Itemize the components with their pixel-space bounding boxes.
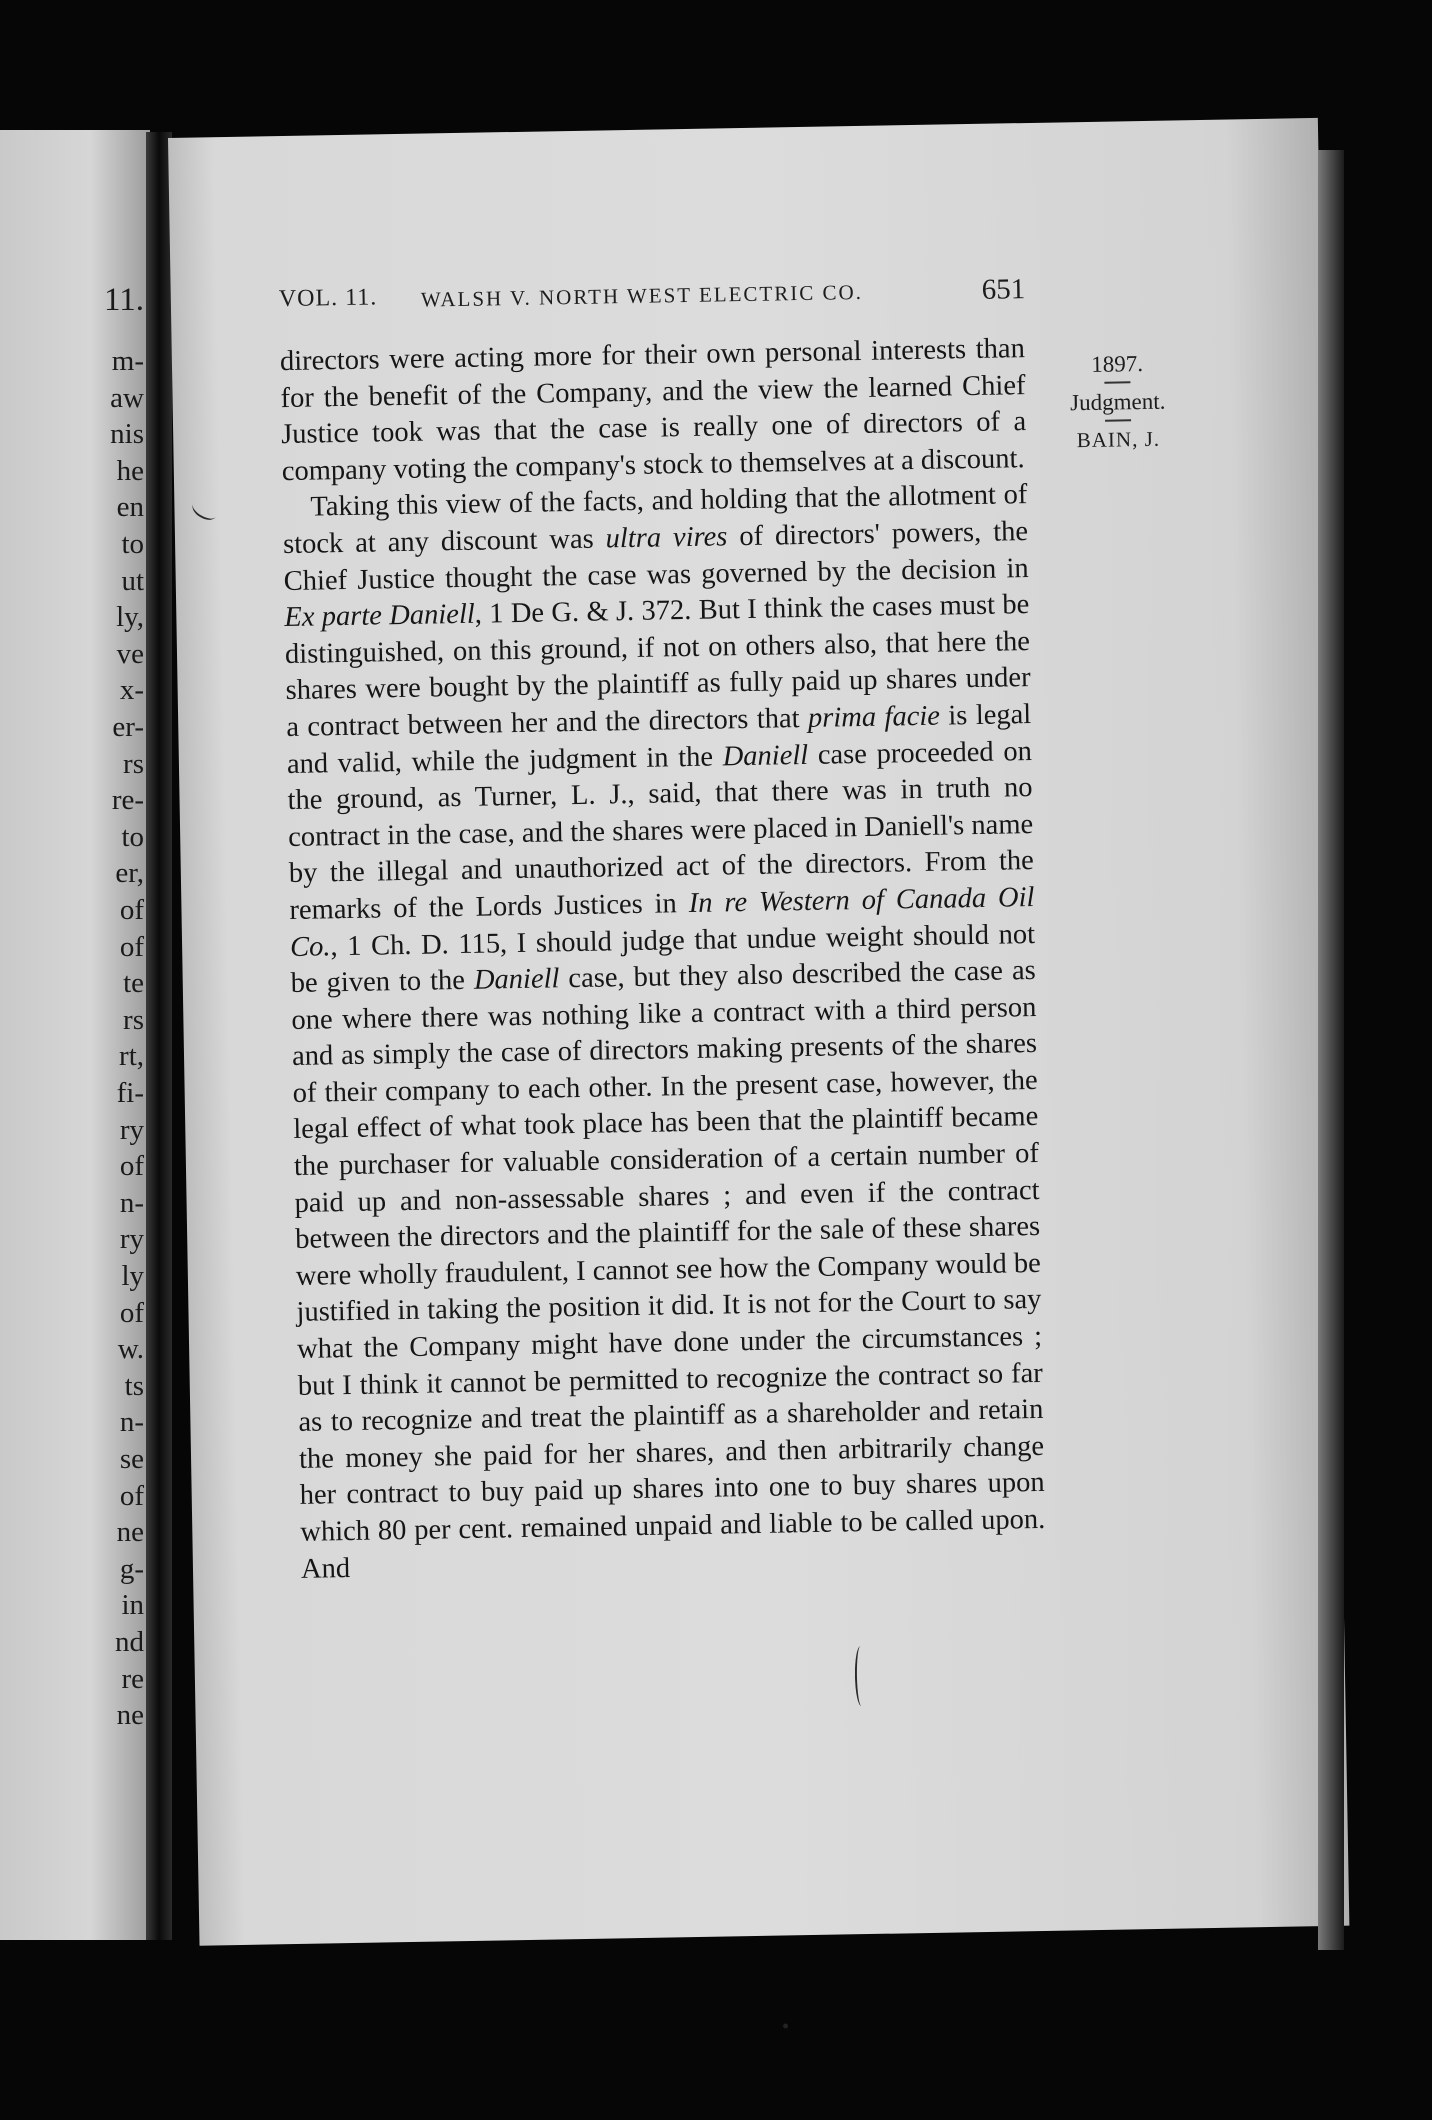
previous-page-line-fragment: aw <box>110 381 144 414</box>
previous-page-line-fragment: of <box>119 894 144 926</box>
previous-page-line-fragment: of <box>119 1296 144 1329</box>
previous-page-line-fragment: w. <box>117 1333 144 1366</box>
case-citation: Daniell <box>473 963 560 996</box>
previous-page-number-fragment: 11. <box>103 282 144 318</box>
previous-page-line-fragment: n- <box>119 1406 144 1439</box>
previous-page-line-fragment: n- <box>119 1186 144 1219</box>
previous-page-line-fragment: fi- <box>116 1077 144 1109</box>
book-gutter <box>146 132 172 1940</box>
previous-page-line-fragment: ne <box>116 1699 144 1732</box>
margin-judge: BAIN, J. <box>1076 426 1161 453</box>
body-text <box>280 331 1047 1588</box>
text-run: Taking this view of the facts, and holding that the allotment of stock at any discount was <box>282 479 1028 561</box>
previous-page-line-fragment: rs <box>123 747 144 780</box>
running-title: WALSH V. NORTH WEST ELECTRIC CO. <box>420 279 864 312</box>
scan-mark <box>189 497 219 524</box>
text-run: case, but they also described the case as one where there was nothing like a contract with a third person and as simply the case of directors making presents of the shares of their company to each other. In the present case, however, the legal effect of what took place has been that the plaintiff became the purchaser for valuable consideration of a certain number of paid up and non-assessable shares ; and even if the contract between the directors and the plaintiff for the sale of these shares were wholly fraudulent, I cannot see how the Company would be justified in taking the position it did. It is not for the Court to say what the Company might have done under the circumstances ; but I think it cannot be permitted to recognize the contract so far as to recognize and treat the plaintiff as a shareholder and retain the money she paid for her shares, and then arbitrarily change her contract to buy paid up shares into one to buy shares upon which 80 per cent. remained unpaid and liable to be called upon. And <box>291 955 1046 1585</box>
previous-page-line-fragment: ve <box>116 637 144 670</box>
margin-heading: Judgment. <box>1069 388 1166 416</box>
case-citation: Ex parte Daniell <box>284 598 476 634</box>
previous-page-line-fragment: of <box>119 930 144 963</box>
previous-page-line-fragment: of <box>119 1150 144 1183</box>
volume-number: VOL. 11. <box>278 284 378 313</box>
previous-page-line-fragment: ne <box>116 1516 144 1549</box>
previous-page-line-fragment: ry <box>119 1223 144 1256</box>
paragraph <box>282 477 1046 1588</box>
previous-page-line-fragment: he <box>116 454 144 487</box>
previous-page-line-fragment: to <box>121 820 144 853</box>
previous-page-line-fragment: in <box>121 1589 144 1622</box>
text-run: of directors' powers, the Chief Justice thought the case was governed by the decision in <box>283 516 1029 597</box>
book-page <box>168 118 1349 1946</box>
previous-page-line-fragment: m- <box>111 345 144 377</box>
text-run: , 1 Ch. D. 115, I should judge that undue weight should not be given to the <box>290 918 1036 1000</box>
previous-page-line-fragment: ry <box>119 1113 144 1146</box>
previous-page-line-fragment: ts <box>124 1369 144 1402</box>
text-run: , 1 De G. & J. 372. But I think the cases must be distinguished, on this ground, if not on others also, that here the shares were bought by the plaintiff as fully paid up shares under a contract between her and the directors that <box>284 589 1031 743</box>
previous-page-line-fragment: er- <box>112 711 144 743</box>
previous-page-line-fragment: x- <box>119 674 144 707</box>
running-header <box>278 273 1026 326</box>
scan-speck <box>783 2023 788 2028</box>
margin-rule <box>1104 381 1130 383</box>
previous-page-line-fragment: ut <box>121 564 144 597</box>
margin-rule <box>1105 419 1131 421</box>
previous-page-line-fragment: nis <box>110 418 144 451</box>
previous-page-line-fragment: er, <box>115 857 144 890</box>
case-citation: In re Western of Canada Oil Co. <box>289 881 1035 963</box>
previous-page-line-fragment: g- <box>119 1552 144 1585</box>
previous-page-line-fragment: rs <box>123 1003 144 1036</box>
scan-mark <box>854 1646 867 1706</box>
italic-term: ultra vires <box>605 521 728 555</box>
page-number: 651 <box>981 273 1026 306</box>
previous-page-line-fragment: se <box>119 1443 144 1475</box>
previous-page-line-fragment: ly <box>121 1260 144 1292</box>
text-run: case proceeded on the ground, as Turner, L. J., said, that there was in truth no contract in the case, and the shares were placed in Daniell's name by the illegal and unauthorized act of the directors. From the remarks of the Lords Justices in <box>287 735 1035 926</box>
previous-page-line-fragment: en <box>116 491 144 524</box>
text-run: is legal and valid, while the judgment in the <box>286 698 1032 780</box>
previous-page-fragment <box>0 130 150 1940</box>
previous-page-line-fragment: of <box>119 1479 144 1512</box>
previous-page-line-fragment: re- <box>111 784 144 817</box>
italic-term: prima facie <box>807 700 941 734</box>
case-citation: Daniell <box>722 739 809 772</box>
margin-note <box>1047 350 1189 453</box>
margin-year: 1897. <box>1090 351 1144 377</box>
previous-page-line-fragment: te <box>123 967 144 1000</box>
previous-page-line-fragment: rt, <box>119 1040 144 1073</box>
previous-page-line-fragment: to <box>121 528 144 560</box>
paragraph-continued: directors were acting more for their own personal interests than for the benefit of the Company, and the view the learned Chief Justice took was that the case is really one of directors of a company voting the company's stock to themselves at a discount. <box>279 333 1027 487</box>
previous-page-line-fragment: nd <box>115 1626 144 1658</box>
previous-page-line-fragment: ly, <box>116 601 144 634</box>
page-edge <box>1318 150 1344 1950</box>
previous-page-line-fragment: re <box>121 1662 144 1695</box>
